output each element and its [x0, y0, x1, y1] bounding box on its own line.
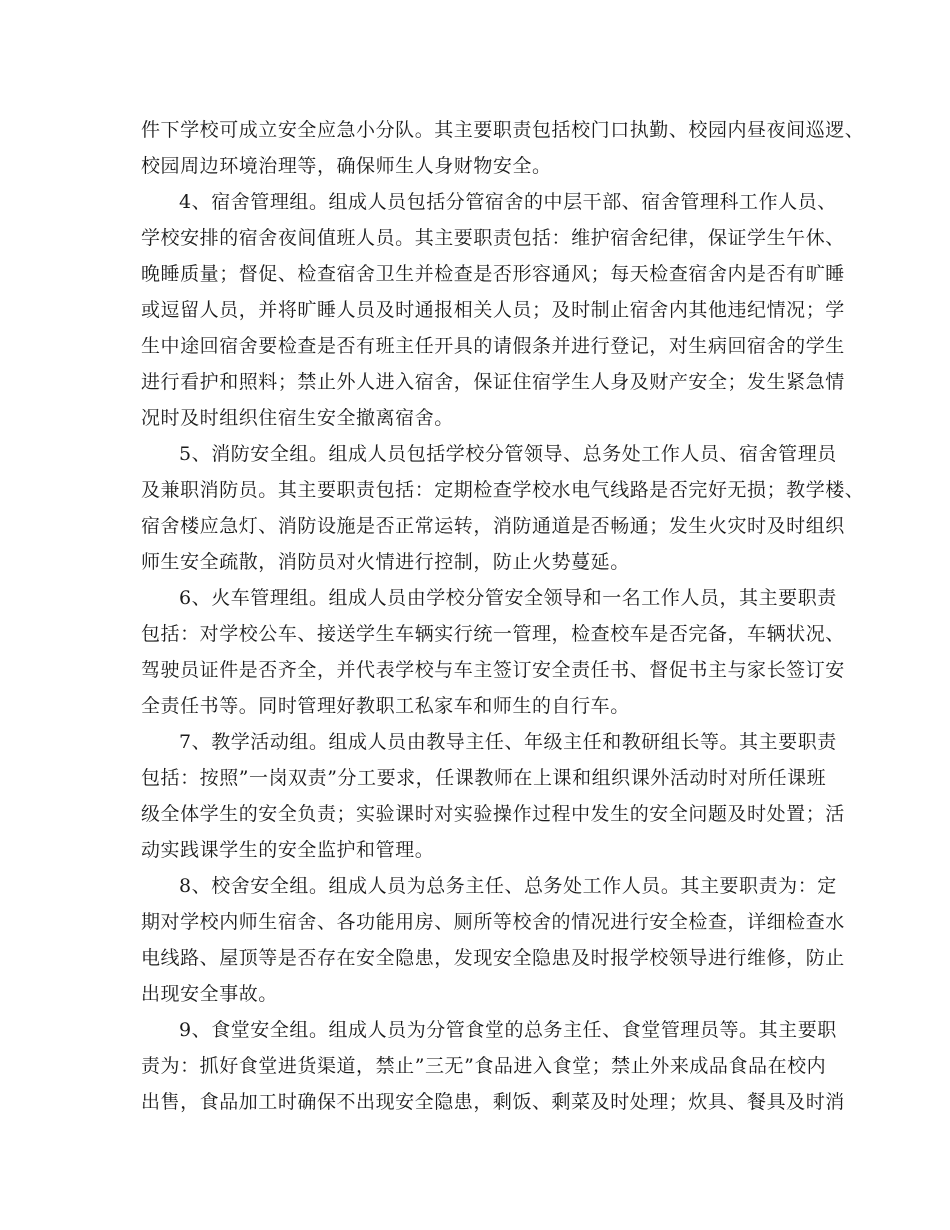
text-line: 晚睡质量；督促、检查宿舍卫生并检查是否形容通风；每天检查宿舍内是否有旷睡 [141, 263, 845, 285]
text-line: 责为：抓好食堂进货渠道，禁止”三无”食品进入食堂；禁止外来成品食品在校内 [141, 1055, 827, 1077]
text-line: 电线路、屋顶等是否存在安全隐患，发现安全隐患及时报学校领导进行维修，防止 [141, 947, 845, 969]
text-line: 进行看护和照料；禁止外人进入宿舍，保证住宿学生人身及财产安全；发生紧急情 [141, 371, 845, 393]
text-line: 期对学校内师生宿舍、各功能用房、厕所等校舍的情况进行安全检查，详细检查水 [141, 911, 845, 933]
text-line: 宿舍楼应急灯、消防设施是否正常运转，消防通道是否畅通；发生火灾时及时组织 [141, 515, 845, 537]
text-line: 包括：对学校公车、接送学生车辆实行统一管理，检查校车是否完备，车辆状况、 [141, 623, 845, 645]
paragraph-heading-dormitory: 4、宿舍管理组。组成人员包括分管宿舍的中层干部、宿舍管理科工作人员、 [179, 191, 837, 213]
text-line: 出现安全事故。 [141, 983, 278, 1005]
text-line: 动实践课学生的安全监护和管理。 [141, 839, 435, 861]
text-line: 出售，食品加工时确保不出现安全隐患，剩饭、剩菜及时处理；炊具、餐具及时消 [141, 1091, 845, 1113]
paragraph-heading-canteen: 9、食堂安全组。组成人员为分管食堂的总务主任、食堂管理员等。其主要职 [179, 1019, 837, 1041]
text-line: 或逗留人员，并将旷睡人员及时通报相关人员；及时制止宿舍内其他违纪情况；学 [141, 299, 845, 321]
paragraph-heading-teaching: 7、教学活动组。组成人员由教导主任、年级主任和教研组长等。其主要职责 [179, 731, 837, 753]
text-line: 学校安排的宿舍夜间值班人员。其主要职责包括：维护宿舍纪律，保证学生午休、 [141, 227, 845, 249]
text-line: 驾驶员证件是否齐全，并代表学校与车主签订安全责任书、督促书主与家长签订安 [141, 659, 845, 681]
text-line: 件下学校可成立安全应急小分队。其主要职责包括校门口执勤、校园内昼夜间巡逻、 [141, 119, 865, 141]
text-line: 校园周边环境治理等，确保师生人身财物安全。 [141, 155, 552, 177]
text-line: 师生安全疏散，消防员对火情进行控制，防止火势蔓延。 [141, 551, 630, 573]
paragraph-heading-fire-safety: 5、消防安全组。组成人员包括学校分管领导、总务处工作人员、宿舍管理员 [179, 443, 837, 465]
text-line: 生中途回宿舍要检查是否有班主任开具的请假条并进行登记，对生病回宿舍的学生 [141, 335, 845, 357]
text-line: 包括：按照”一岗双责”分工要求，任课教师在上课和组织课外活动时对所任课班 [141, 767, 827, 789]
text-line: 及兼职消防员。其主要职责包括：定期检查学校水电气线路是否完好无损；教学楼、 [141, 479, 865, 501]
paragraph-heading-vehicle: 6、火车管理组。组成人员由学校分管安全领导和一名工作人员，其主要职责 [179, 587, 837, 609]
paragraph-heading-buildings: 8、校舍安全组。组成人员为总务主任、总务处工作人员。其主要职责为：定 [179, 875, 837, 897]
text-line: 况时及时组织住宿生安全撤离宿舍。 [141, 407, 454, 429]
text-line: 全责任书等。同时管理好教职工私家车和师生的自行车。 [141, 695, 630, 717]
text-line: 级全体学生的安全负责；实验课时对实验操作过程中发生的安全问题及时处置；活 [141, 803, 845, 825]
